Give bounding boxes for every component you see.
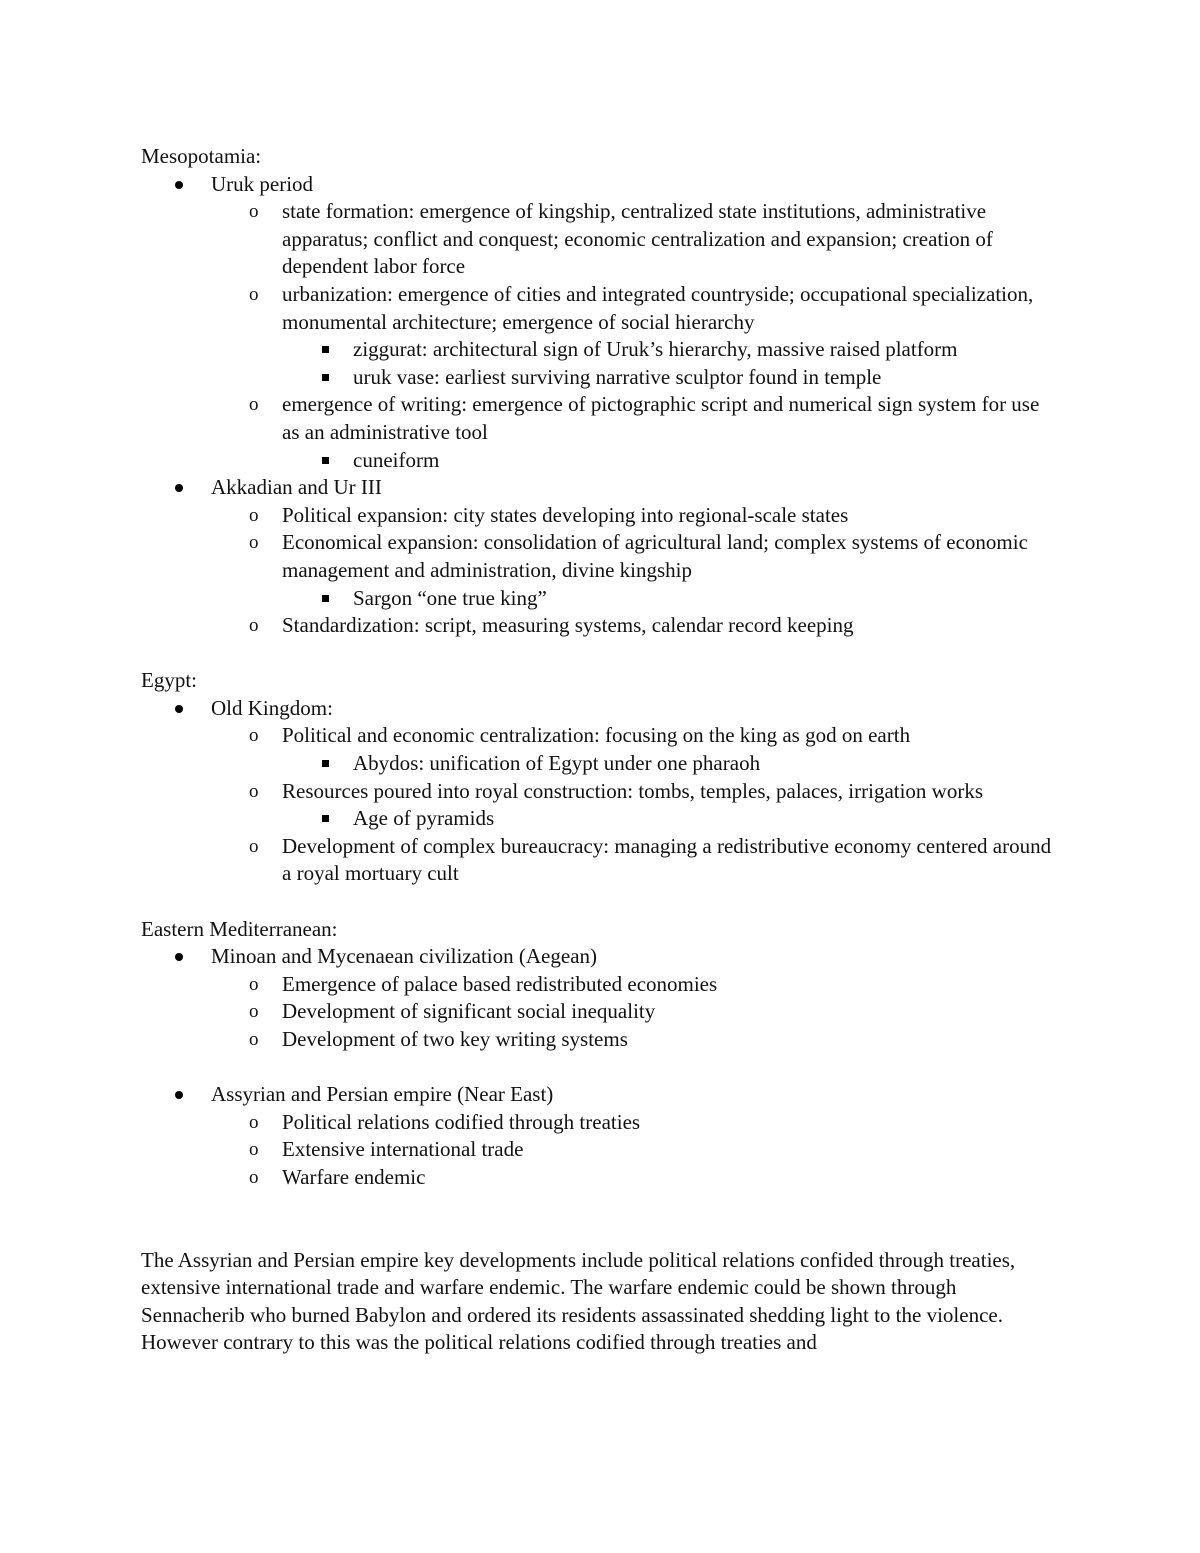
section-heading: Eastern Mediterranean: (141, 916, 338, 941)
list-item: o Political and economic centralization: focusing on the king as god on earth (141, 722, 1061, 750)
bullet-circle: o (249, 1029, 259, 1050)
list-item: Old Kingdom: (141, 695, 1061, 723)
bullet-circle: o (249, 1111, 259, 1133)
bullet-circle: o (249, 725, 259, 747)
bullet-circle: o (249, 504, 259, 526)
list-item: o Standardization: script, measuring systems, calendar record keeping (141, 612, 1061, 640)
bullet-square (322, 595, 329, 602)
list-item: o Political relations codified through treaties (141, 1109, 1061, 1137)
list-item: ziggurat: architectural sign of Uruk’s hierarchy, massive raised platform (141, 336, 1061, 364)
list-item: cuneiform (141, 447, 1061, 475)
bullet-circle: o (249, 283, 259, 305)
list-item: o Warfare endemic (141, 1164, 1061, 1192)
bullet-circle: o (249, 532, 259, 554)
section-heading: Mesopotamia: (141, 144, 262, 168)
section-egypt (141, 667, 1061, 888)
bullet-circle: o (249, 835, 259, 857)
list-item: uruk vase: earliest surviving narrative sculptor found in temple (141, 364, 1061, 392)
list-item: Age of pyramids (141, 805, 1061, 833)
bullet-circle: o (249, 1139, 259, 1161)
bullet-square (322, 760, 329, 767)
section-eastern-mediterranean (141, 916, 1061, 1192)
bullet-dot (175, 1091, 183, 1099)
document-content (141, 143, 1061, 1357)
spacer (141, 888, 1061, 916)
section-heading: Egypt: (141, 668, 197, 693)
list-item: o Development of complex bureaucracy: managing a redistributive economy centered around a royal mortuary cult (249, 833, 1052, 886)
list-item: o Development of two key writing systems (141, 1026, 1061, 1054)
list-item: o Development of significant social inequality (141, 998, 1061, 1026)
bullet-list (141, 1081, 1061, 1191)
list-item: o Political expansion: city states developing into regional-scale states (141, 502, 1061, 530)
spacer (141, 640, 1061, 668)
spacer (141, 1192, 1061, 1247)
list-item: Assyrian and Persian empire (Near East) (141, 1081, 1061, 1109)
list-item: o Emergence of palace based redistributed economies (141, 971, 1061, 999)
list-item: o emergence of writing: emergence of pictographic script and numerical sign system for use as an administrative tool (249, 392, 1040, 444)
bullet-square (322, 815, 329, 822)
list-item: o Resources poured into royal construction: tombs, temples, palaces, irrigation works (141, 778, 1061, 806)
list-item: o state formation: emergence of kingship, centralized state institutions, administrative apparatus; conflict and conquest; economic centralization and expansion; creation of dependent labor force (249, 199, 993, 279)
list-item: Akkadian and Ur III (141, 474, 1061, 502)
bullet-circle: o (249, 615, 259, 637)
list-item: Abydos: unification of Egypt under one pharaoh (141, 750, 1061, 778)
bullet-dot (175, 484, 183, 492)
body-paragraph: The Assyrian and Persian empire key developments include political relations confided through treaties, extensive international trade and warfare endemic. The warfare endemic could be shown through Sennacherib who burned Babylon and ordered its residents assassinated shedding light to the violence. However contrary to this was the political relations codified through treaties and (141, 1247, 1016, 1355)
list-item: o urbanization: emergence of cities and integrated countryside; occupational specialization, monumental architecture; emergence of social hierarchy (249, 281, 1034, 334)
bullet-list (141, 171, 1061, 640)
bullet-circle: o (249, 780, 259, 802)
bullet-circle: o (249, 1166, 259, 1188)
bullet-square (322, 457, 329, 464)
bullet-circle: o (249, 973, 259, 995)
list-item: Minoan and Mycenaean civilization (Aegean) (141, 943, 1061, 971)
bullet-dot (175, 181, 183, 189)
list-item: o Extensive international trade (141, 1136, 1061, 1164)
bullet-dot (175, 705, 183, 713)
bullet-circle: o (249, 201, 259, 223)
bullet-dot (175, 953, 183, 961)
list-item: Uruk period (141, 171, 1061, 199)
list-item: Sargon “one true king” (141, 585, 1061, 613)
bullet-square (322, 374, 329, 381)
bullet-square (322, 346, 329, 353)
spacer (141, 1054, 1061, 1082)
bullet-circle: o (249, 1001, 259, 1023)
list-item: o Economical expansion: consolidation of agricultural land; complex systems of economic management and administration, divine kingship (249, 530, 1028, 582)
bullet-list (141, 695, 1061, 888)
bullet-circle: o (249, 394, 259, 416)
bullet-list (141, 943, 1061, 1053)
section-mesopotamia (141, 143, 1061, 640)
